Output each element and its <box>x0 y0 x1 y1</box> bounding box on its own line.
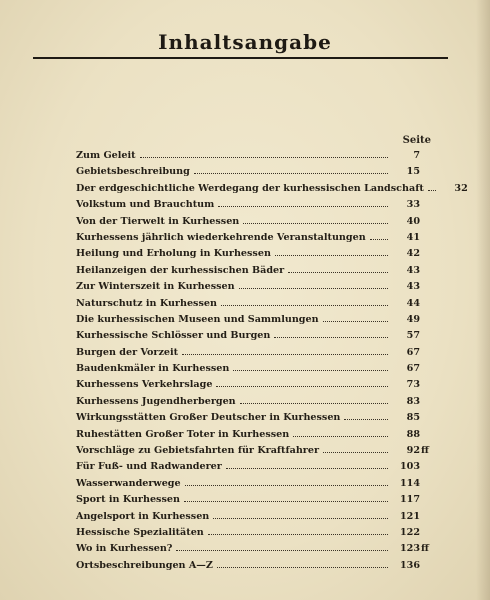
toc-entry-page-number: 43 <box>406 264 420 276</box>
toc-entry-page-number: 67 <box>406 346 420 358</box>
toc-entry <box>76 182 468 199</box>
toc-entry-title: Gebietsbeschreibung <box>76 166 190 178</box>
toc-entry <box>76 166 436 182</box>
toc-entry-page-number: 33 <box>406 199 420 211</box>
dot-leader <box>293 436 388 437</box>
toc-entry-page <box>392 330 436 341</box>
toc-entry <box>76 412 436 428</box>
toc-entry <box>76 560 436 576</box>
toc-entry-page-suffix: ff <box>421 543 429 555</box>
dot-leader <box>240 403 388 404</box>
toc-entry-title: Sport in Kurhessen <box>76 494 180 506</box>
dot-leader <box>208 534 388 535</box>
toc-entry-page <box>392 494 436 505</box>
toc-entry-page-number: 136 <box>399 559 420 571</box>
title-underline-rule <box>33 57 448 59</box>
toc-entry-title: Naturschutz in Kurhessen <box>76 297 217 309</box>
toc-entry <box>76 461 436 477</box>
toc-entry-page-number: 67 <box>406 363 420 375</box>
toc-entry-page-number: 43 <box>406 281 420 293</box>
toc-entry-page-number: 15 <box>406 166 420 178</box>
toc-entry <box>76 232 436 248</box>
toc-entry-page-number: 42 <box>406 248 420 260</box>
dot-leader <box>226 468 388 469</box>
toc-entry-page-number: 73 <box>406 379 420 391</box>
toc-entry-title: Volkstum und Brauchtum <box>76 199 215 211</box>
toc-entry <box>76 445 436 461</box>
dot-leader <box>288 272 388 273</box>
toc-entry-page <box>392 461 436 472</box>
toc-entry-page <box>392 412 436 423</box>
toc-entry-title: Ruhestätten Großer Toter in Kurhessen <box>76 428 290 440</box>
toc-entry-title: Die kurhessischen Museen und Sammlungen <box>76 313 319 325</box>
toc-entry-page <box>392 314 436 325</box>
toc-entry-page <box>392 445 436 456</box>
toc-entry-title: Wirkungsstätten Großer Deutscher in Kurhessen <box>76 412 341 424</box>
toc-entry-title: Ortsbeschreibungen A—Z <box>76 559 213 571</box>
dot-leader <box>194 173 388 174</box>
toc-entry-page <box>392 298 436 309</box>
page-column-label: Seite <box>402 135 431 146</box>
toc-entry <box>76 511 436 527</box>
dot-leader <box>243 223 388 224</box>
toc-entry-page-number: 83 <box>406 395 420 407</box>
toc-entry-page-number: 122 <box>399 526 420 538</box>
toc-entry <box>76 150 436 166</box>
dot-leader <box>213 518 388 519</box>
toc-entry <box>76 494 436 510</box>
toc-entry-page-number: 123 <box>399 543 420 555</box>
toc-entry-title: Der erdgeschichtliche Werdegang der kurhessischen Landschaft <box>76 182 424 194</box>
toc-entry <box>76 248 436 264</box>
toc-entry-page-number: 40 <box>406 215 420 227</box>
dot-leader <box>140 157 388 158</box>
toc-entry-page <box>392 379 436 390</box>
toc-entry-page <box>392 265 436 276</box>
dot-leader <box>428 190 436 191</box>
toc-entry-title: Vorschläge zu Gebietsfahrten für Kraftfahrer <box>76 445 320 457</box>
toc-entry-page <box>392 347 436 358</box>
toc-entry-page <box>392 543 436 554</box>
dot-leader <box>275 255 388 256</box>
toc-entry-title: Baudenkmäler in Kurhessen <box>76 363 230 375</box>
toc-entry-page-number: 49 <box>406 313 420 325</box>
toc-entry <box>76 265 436 281</box>
dot-leader <box>182 354 388 355</box>
toc-entry-page-number: 114 <box>399 477 420 489</box>
toc-entry-page-number: 121 <box>399 510 420 522</box>
toc-entry-page-number: 44 <box>406 297 420 309</box>
toc-entry-title: Wo in Kurhessen? <box>76 543 173 555</box>
toc-entry-page <box>392 281 436 292</box>
toc-entry-title: Kurhessische Schlösser und Burgen <box>76 330 271 342</box>
page-title: Inhaltsangabe <box>158 30 332 54</box>
toc-entry-page <box>392 396 436 407</box>
dot-leader <box>216 386 388 387</box>
toc-entry-title: Hessische Spezialitäten <box>76 526 204 538</box>
toc-entry-page-number: 92 <box>406 445 420 457</box>
toc-entry-page-number: 57 <box>406 330 420 342</box>
toc-entry-page <box>392 363 436 374</box>
toc-entry-page <box>392 199 436 210</box>
dot-leader <box>274 337 388 338</box>
toc-entry-page-number: 41 <box>406 231 420 243</box>
toc-entry-page <box>392 150 436 161</box>
toc-entry <box>76 347 436 363</box>
toc-entry-title: Kurhessens jährlich wiederkehrende Veranstaltungen <box>76 231 366 243</box>
toc-entry-page <box>392 560 436 571</box>
toc-entry-title: Zur Winterszeit in Kurhessen <box>76 281 235 293</box>
toc-entry-title: Kurhessens Jugendherbergen <box>76 395 236 407</box>
toc-entry-title: Angelsport in Kurhessen <box>76 510 210 522</box>
dot-leader <box>239 288 388 289</box>
page-edge-shadow <box>476 0 490 600</box>
toc-entry <box>76 396 436 412</box>
toc-entry-title: Kurhessens Verkehrslage <box>76 379 213 391</box>
toc-entry-page <box>440 183 484 194</box>
toc-entry-page-number: 88 <box>406 428 420 440</box>
dot-leader <box>221 305 388 306</box>
toc-entry <box>76 298 436 314</box>
dot-leader <box>323 452 388 453</box>
toc-entry-page <box>392 166 436 177</box>
toc-entry-page <box>392 527 436 538</box>
toc-entry-title: Zum Geleit <box>76 150 136 161</box>
toc-entry-title: Wasserwanderwege <box>76 477 181 489</box>
toc-entry-page <box>392 511 436 522</box>
dot-leader <box>233 370 388 371</box>
toc-entry-title: Heilung und Erholung in Kurhessen <box>76 248 271 260</box>
toc-entry <box>76 379 436 395</box>
toc-entry-page-number: 117 <box>399 494 420 506</box>
dot-leader <box>370 239 388 240</box>
toc-entry-title: Heilanzeigen der kurhessischen Bäder <box>76 264 285 276</box>
toc-entry-title: Für Fuß- und Radwanderer <box>76 461 222 473</box>
toc-entry <box>76 429 436 445</box>
toc-entry-page <box>392 216 436 227</box>
dot-leader <box>323 321 388 322</box>
toc-entry-page-suffix: ff <box>421 445 429 457</box>
toc-entry <box>76 314 436 330</box>
dot-leader <box>217 567 388 568</box>
toc-entry-title: Burgen der Vorzeit <box>76 346 179 358</box>
table-of-contents <box>76 150 468 576</box>
toc-entry-page-number: 103 <box>399 461 420 473</box>
toc-entry <box>76 216 436 232</box>
toc-entry <box>76 199 436 215</box>
toc-entry-page <box>392 232 436 243</box>
toc-entry <box>76 478 436 494</box>
dot-leader <box>218 206 388 207</box>
dot-leader <box>184 501 388 502</box>
toc-entry-page-number: 85 <box>406 412 420 424</box>
toc-entry-page-number: 32 <box>454 182 468 194</box>
toc-entry-page <box>392 248 436 259</box>
toc-entry <box>76 527 436 543</box>
toc-entry <box>76 281 436 297</box>
toc-entry <box>76 330 436 346</box>
toc-entry-page-number: 7 <box>413 150 420 161</box>
dot-leader <box>185 485 388 486</box>
toc-entry-page <box>392 429 436 440</box>
toc-entry-title: Von der Tierwelt in Kurhessen <box>76 215 240 227</box>
toc-entry <box>76 543 436 559</box>
dot-leader <box>176 550 388 551</box>
dot-leader <box>344 419 388 420</box>
toc-entry <box>76 363 436 379</box>
toc-entry-page <box>392 478 436 489</box>
